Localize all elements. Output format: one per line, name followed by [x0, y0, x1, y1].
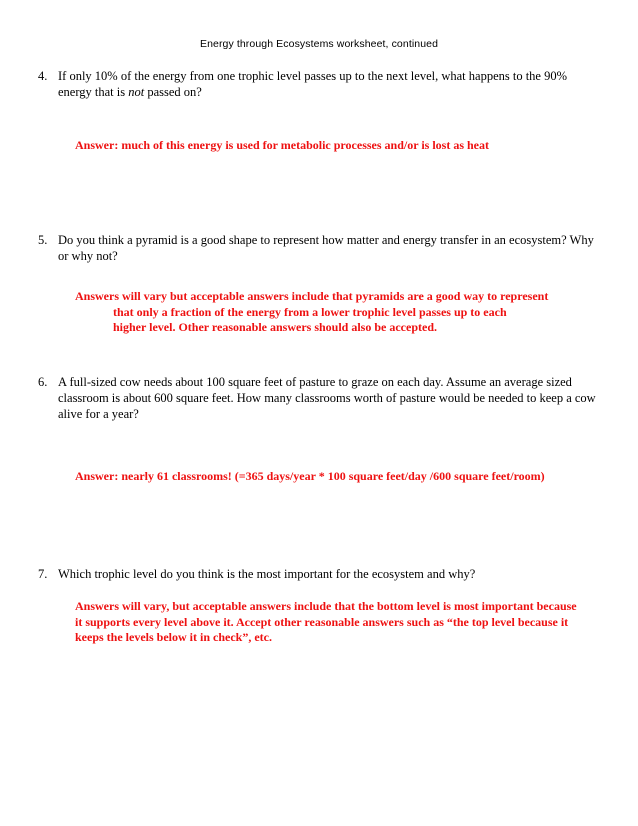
question-number: 7.: [38, 567, 48, 581]
answer-6: [75, 469, 605, 485]
answer-line: Answers will vary, but acceptable answers include that the bottom level is most important because: [75, 599, 577, 613]
question-text: Do you think a pyramid is a good shape to represent how matter and energy transfer in an ecosystem? Why or why not?: [58, 233, 594, 263]
answer-line: higher level. Other reasonable answers should also be accepted.: [113, 320, 437, 334]
answer-line: Answer: much of this energy is used for metabolic processes and/or is lost as heat: [75, 138, 489, 152]
answer-line: that only a fraction of the energy from a lower trophic level passes up to each: [113, 304, 507, 319]
answer-line: it supports every level above it. Accept other reasonable answers such as “the top level because it: [75, 614, 569, 629]
question-7: [38, 566, 603, 582]
question-6: [38, 374, 603, 422]
emphasis-text: not: [128, 85, 145, 99]
answer-4: [75, 138, 605, 154]
question-text: A full-sized cow needs about 100 square feet of pasture to graze on each day. Assume an average sized classroom is about 600 square feet. How many classrooms worth of pasture would be needed to keep a cow alive for a year?: [58, 375, 596, 421]
answer-line: keeps the levels below it in check”, etc.: [75, 630, 272, 644]
answer-5: [75, 289, 605, 336]
question-4: [38, 68, 603, 100]
answer-line: Answer: nearly 61 classrooms! (=365 days/year * 100 square feet/day /600 square feet/room): [75, 469, 545, 483]
question-text: Which trophic level do you think is the most important for the ecosystem and why?: [58, 567, 476, 581]
answer-line: Answers will vary but acceptable answers include that pyramids are a good way to represent: [75, 289, 549, 303]
question-5: [38, 232, 603, 264]
question-number: 4.: [38, 69, 48, 83]
question-number: 5.: [38, 233, 48, 247]
question-text: If only 10% of the energy from one trophic level passes up to the next level, what happens to the 90% energy that is not passed on?: [58, 69, 568, 99]
question-number: 6.: [38, 375, 48, 389]
page-header: Energy through Ecosystems worksheet, continued: [199, 38, 439, 50]
answer-7: [75, 599, 605, 646]
